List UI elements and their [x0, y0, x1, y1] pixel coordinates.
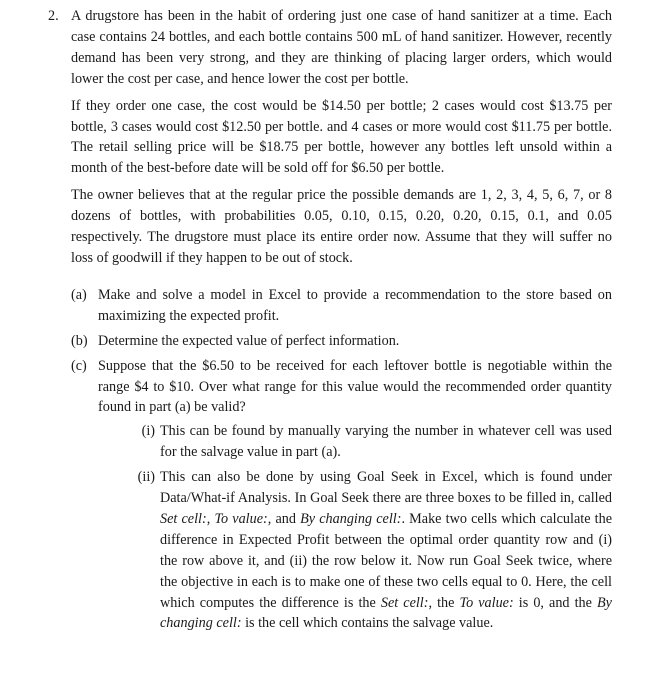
part-b-label: (b) — [71, 332, 88, 349]
problem-2 — [0, 6, 667, 634]
problem-number: 2. — [48, 8, 59, 24]
subpart-ii-text-2: , — [206, 510, 215, 527]
to-value-term: To value: — [214, 510, 268, 527]
problem-paragraph-1: A drugstore has been in the habit of ordering just one case of hand sanitizer at a time. Each case contains 24 bottles, and each bottle contains 500 mL of hand sanitizer. However, recently demand has been very strong, and they are thinking of placing larger orders, which would lower the cost per case, and hence lower the cost per bottle. — [71, 8, 612, 87]
subpart-i-label: (i) — [141, 423, 155, 440]
subpart-i-text: This can be found by manually varying the number in whatever cell was used for the salvage value in part (a). — [160, 423, 612, 461]
part-c-subparts — [134, 421, 612, 634]
subpart-ii-text-6: is 0, and the — [513, 594, 597, 611]
problem-paragraph-2: If they order one case, the cost would be $14.50 per bottle; 2 cases would cost $13.75 per bottle, 3 cases would cost $12.50 per bottle. and 4 cases or more would cost $11.75 per bottle. The retail selling price will be $18.75 per bottle, however any bottles left unsold within a month of the best-before date will be sold off for $6.50 per bottle. — [71, 97, 612, 177]
subpart-ii-text-4: . Make two cells which calculate the difference in Expected Profit between the optimal order quantity row and (i) the row above it, and (ii) the row below it. Now run Goal Seek twice, where the objective in each is to make one of these two cells equal to 0. Here, the cell which computes the difference is the — [160, 510, 612, 611]
subpart-i — [134, 421, 612, 463]
to-value-term-2: To value: — [459, 594, 514, 611]
subpart-ii-label: (ii) — [137, 469, 155, 486]
subpart-ii-text-3: , and — [267, 510, 301, 527]
by-changing-cell-term-2: By changing cell: — [160, 594, 612, 632]
part-a — [71, 285, 612, 327]
subpart-ii-text-7: is the cell which contains the salvage value. — [241, 615, 494, 632]
subpart-ii — [134, 467, 612, 634]
subpart-ii-text-5: , the — [428, 594, 460, 611]
part-c — [71, 356, 612, 635]
subpart-ii-text-1: This can also be done by using Goal Seek in Excel, which is found under Data/What-if Analysis. In Goal Seek there are three boxes to be filled in, called — [160, 469, 612, 507]
set-cell-term: Set cell: — [160, 510, 207, 527]
part-b-text: Determine the expected value of perfect information. — [98, 332, 400, 349]
part-b — [71, 331, 612, 352]
part-a-label: (a) — [71, 286, 87, 303]
problem-paragraph-3: The owner believes that at the regular price the possible demands are 1, 2, 3, 4, 5, 6, 7, or 8 dozens of bottles, with probabilities 0.05, 0.10, 0.15, 0.20, 0.20, 0.15, 0.1, and 0.05 respectively. The drugstore must place its entire order now. Assume that they will suffer no loss of goodwill if they happen to be out of stock. — [71, 187, 612, 266]
set-cell-term-2: Set cell: — [380, 594, 429, 611]
document-page — [0, 6, 667, 638]
problem-parts — [71, 285, 612, 635]
by-changing-cell-term: By changing cell: — [300, 510, 402, 527]
part-a-text: Make and solve a model in Excel to provide a recommendation to the store based on maximizing the expected profit. — [98, 286, 612, 324]
part-c-text: Suppose that the $6.50 to be received for each leftover bottle is negotiable within the range $4 to $10. Over what range for this value would the recommended order quantity found in part (a) be valid? — [98, 357, 612, 416]
part-c-label: (c) — [71, 357, 87, 374]
